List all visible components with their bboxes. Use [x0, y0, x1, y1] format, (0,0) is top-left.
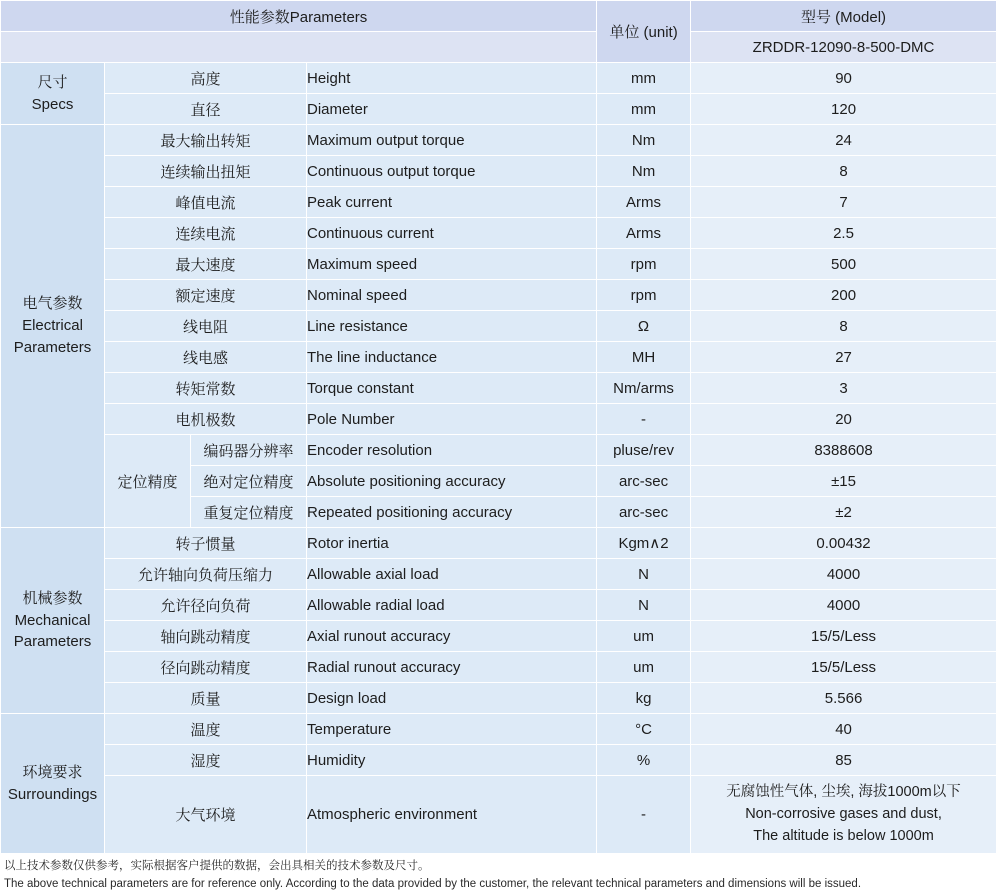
table-row [1, 559, 997, 590]
row-diameter-unit: mm [597, 94, 691, 125]
row-cont-torque-unit: Nm [597, 156, 691, 187]
header-model-label: 型号 (Model) [691, 1, 997, 32]
row-atmosphere-value-line3: The altitude is below 1000m [753, 827, 934, 844]
row-line-res-cn: 线电阻 [105, 311, 307, 342]
row-rep-acc-unit: arc-sec [597, 497, 691, 528]
row-design-load-en: Design load [307, 683, 597, 714]
row-max-speed-value: 500 [691, 249, 997, 280]
row-torque-const-value: 3 [691, 373, 997, 404]
row-humidity-cn: 湿度 [105, 745, 307, 776]
row-diameter-value: 120 [691, 94, 997, 125]
row-rotor-inertia-cn: 转子惯量 [105, 528, 307, 559]
table-row [1, 94, 997, 125]
row-diameter-cn: 直径 [105, 94, 307, 125]
row-rep-acc-cn: 重复定位精度 [191, 497, 307, 528]
row-cont-current-unit: Arms [597, 218, 691, 249]
footnote-cn: 以上技术参数仅供参考，实际根据客户提供的数据，会出具相关的技术参数及尺寸。 [4, 860, 430, 873]
group-specs [1, 63, 105, 125]
row-enc-res-value: 8388608 [691, 435, 997, 466]
table-row [1, 714, 997, 745]
group-specs-cn: 尺寸 [37, 73, 68, 91]
row-torque-const-unit: Nm/arms [597, 373, 691, 404]
group-surroundings [1, 714, 105, 854]
row-cont-current-en: Continuous current [307, 218, 597, 249]
row-radial-runout-en: Radial runout accuracy [307, 652, 597, 683]
row-atmosphere-unit: - [597, 776, 691, 854]
row-atmosphere-en: Atmospheric environment [307, 776, 597, 854]
row-max-speed-unit: rpm [597, 249, 691, 280]
row-torque-const-en: Torque constant [307, 373, 597, 404]
row-height-cn: 高度 [105, 63, 307, 94]
group-electrical [1, 125, 105, 528]
row-cont-current-cn: 连续电流 [105, 218, 307, 249]
row-diameter-en: Diameter [307, 94, 597, 125]
table-header-subrow [1, 32, 997, 63]
row-axial-runout-unit: um [597, 621, 691, 652]
row-torque-const-cn: 转矩常数 [105, 373, 307, 404]
footnote [0, 854, 1000, 894]
group-mechanical-en2: Parameters [13, 633, 92, 651]
row-peak-current-unit: Arms [597, 187, 691, 218]
row-cont-torque-cn: 连续输出扭矩 [105, 156, 307, 187]
row-height-en: Height [307, 63, 597, 94]
table-row [1, 435, 997, 466]
subgroup-positioning-accuracy: 定位精度 [105, 435, 191, 528]
row-max-torque-en: Maximum output torque [307, 125, 597, 156]
footnote-en: The above technical parameters are for reference only. According to the data provided by the customer, the relevant technical parameters and dimensions will be issued. [4, 878, 862, 891]
row-radial-runout-cn: 径向跳动精度 [105, 652, 307, 683]
row-axial-runout-en: Axial runout accuracy [307, 621, 597, 652]
row-enc-res-cn: 编码器分辨率 [191, 435, 307, 466]
row-nom-speed-en: Nominal speed [307, 280, 597, 311]
header-unit: 单位 (unit) [597, 1, 691, 63]
row-peak-current-en: Peak current [307, 187, 597, 218]
row-max-torque-value: 24 [691, 125, 997, 156]
table-header-row [1, 1, 997, 32]
row-line-ind-unit: MH [597, 342, 691, 373]
row-line-ind-cn: 线电感 [105, 342, 307, 373]
row-humidity-unit: % [597, 745, 691, 776]
row-pole-number-unit: - [597, 404, 691, 435]
group-electrical-cn: 电气参数 [22, 295, 83, 313]
table-row [1, 590, 997, 621]
row-radial-load-en: Allowable radial load [307, 590, 597, 621]
table-row [1, 187, 997, 218]
row-abs-acc-cn: 绝对定位精度 [191, 466, 307, 497]
row-cont-torque-en: Continuous output torque [307, 156, 597, 187]
row-axial-load-cn: 允许轴向负荷压缩力 [105, 559, 307, 590]
row-atmosphere-value-line1: 无腐蚀性气体, 尘埃, 海拔1000m以下 [726, 784, 961, 800]
row-peak-current-value: 7 [691, 187, 997, 218]
row-radial-runout-unit: um [597, 652, 691, 683]
row-rotor-inertia-en: Rotor inertia [307, 528, 597, 559]
row-height-unit: mm [597, 63, 691, 94]
row-axial-load-value: 4000 [691, 559, 997, 590]
table-row [1, 311, 997, 342]
row-pole-number-en: Pole Number [307, 404, 597, 435]
table-row [1, 373, 997, 404]
header-model-value: ZRDDR-12090-8-500-DMC [691, 32, 997, 63]
row-radial-load-value: 4000 [691, 590, 997, 621]
row-height-value: 90 [691, 63, 997, 94]
group-specs-en: Specs [31, 95, 74, 113]
row-rotor-inertia-unit: Kgm∧2 [597, 528, 691, 559]
row-radial-load-cn: 允许径向负荷 [105, 590, 307, 621]
group-mechanical-en1: Mechanical [14, 611, 91, 629]
row-abs-acc-value: ±15 [691, 466, 997, 497]
table-row [1, 63, 997, 94]
table-row [1, 652, 997, 683]
row-design-load-value: 5.566 [691, 683, 997, 714]
group-surroundings-cn: 环境要求 [22, 763, 83, 781]
table-row [1, 218, 997, 249]
row-temperature-value: 40 [691, 714, 997, 745]
table-row [1, 776, 997, 854]
row-radial-runout-value: 15/5/Less [691, 652, 997, 683]
row-atmosphere-cn: 大气环境 [105, 776, 307, 854]
row-temperature-unit: °C [597, 714, 691, 745]
row-radial-load-unit: N [597, 590, 691, 621]
row-nom-speed-cn: 额定速度 [105, 280, 307, 311]
row-peak-current-cn: 峰值电流 [105, 187, 307, 218]
table-row [1, 621, 997, 652]
table-row [1, 683, 997, 714]
row-max-torque-unit: Nm [597, 125, 691, 156]
table-row [1, 125, 997, 156]
table-row [1, 528, 997, 559]
row-rotor-inertia-value: 0.00432 [691, 528, 997, 559]
header-parameters: 性能参数Parameters [1, 1, 597, 32]
row-cont-torque-value: 8 [691, 156, 997, 187]
table-row [1, 745, 997, 776]
group-surroundings-en: Surroundings [7, 785, 98, 803]
row-design-load-unit: kg [597, 683, 691, 714]
row-line-ind-value: 27 [691, 342, 997, 373]
group-mechanical [1, 528, 105, 714]
row-max-speed-cn: 最大速度 [105, 249, 307, 280]
row-atmosphere-value-line2: Non-corrosive gases and dust, [745, 805, 942, 822]
row-design-load-cn: 质量 [105, 683, 307, 714]
row-rep-acc-value: ±2 [691, 497, 997, 528]
row-axial-runout-cn: 轴向跳动精度 [105, 621, 307, 652]
row-nom-speed-value: 200 [691, 280, 997, 311]
row-line-res-en: Line resistance [307, 311, 597, 342]
row-line-res-unit: Ω [597, 311, 691, 342]
row-axial-load-unit: N [597, 559, 691, 590]
group-electrical-en1: Electrical [22, 317, 83, 335]
row-nom-speed-unit: rpm [597, 280, 691, 311]
table-row [1, 280, 997, 311]
group-mechanical-cn: 机械参数 [22, 589, 83, 607]
row-pole-number-cn: 电机极数 [105, 404, 307, 435]
row-atmosphere-value [691, 776, 997, 854]
header-parameters-spacer [1, 32, 597, 63]
row-enc-res-unit: pluse/rev [597, 435, 691, 466]
row-max-torque-cn: 最大输出转矩 [105, 125, 307, 156]
table-row [1, 156, 997, 187]
row-temperature-en: Temperature [307, 714, 597, 745]
row-line-ind-en: The line inductance [307, 342, 597, 373]
row-line-res-value: 8 [691, 311, 997, 342]
row-rep-acc-en: Repeated positioning accuracy [307, 497, 597, 528]
row-axial-runout-value: 15/5/Less [691, 621, 997, 652]
table-row [1, 249, 997, 280]
row-humidity-value: 85 [691, 745, 997, 776]
table-row [1, 404, 997, 435]
table-row [1, 342, 997, 373]
row-abs-acc-unit: arc-sec [597, 466, 691, 497]
group-electrical-en2: Parameters [13, 338, 92, 356]
row-pole-number-value: 20 [691, 404, 997, 435]
row-axial-load-en: Allowable axial load [307, 559, 597, 590]
row-cont-current-value: 2.5 [691, 218, 997, 249]
row-enc-res-en: Encoder resolution [307, 435, 597, 466]
row-abs-acc-en: Absolute positioning accuracy [307, 466, 597, 497]
row-humidity-en: Humidity [307, 745, 597, 776]
row-max-speed-en: Maximum speed [307, 249, 597, 280]
row-temperature-cn: 温度 [105, 714, 307, 745]
